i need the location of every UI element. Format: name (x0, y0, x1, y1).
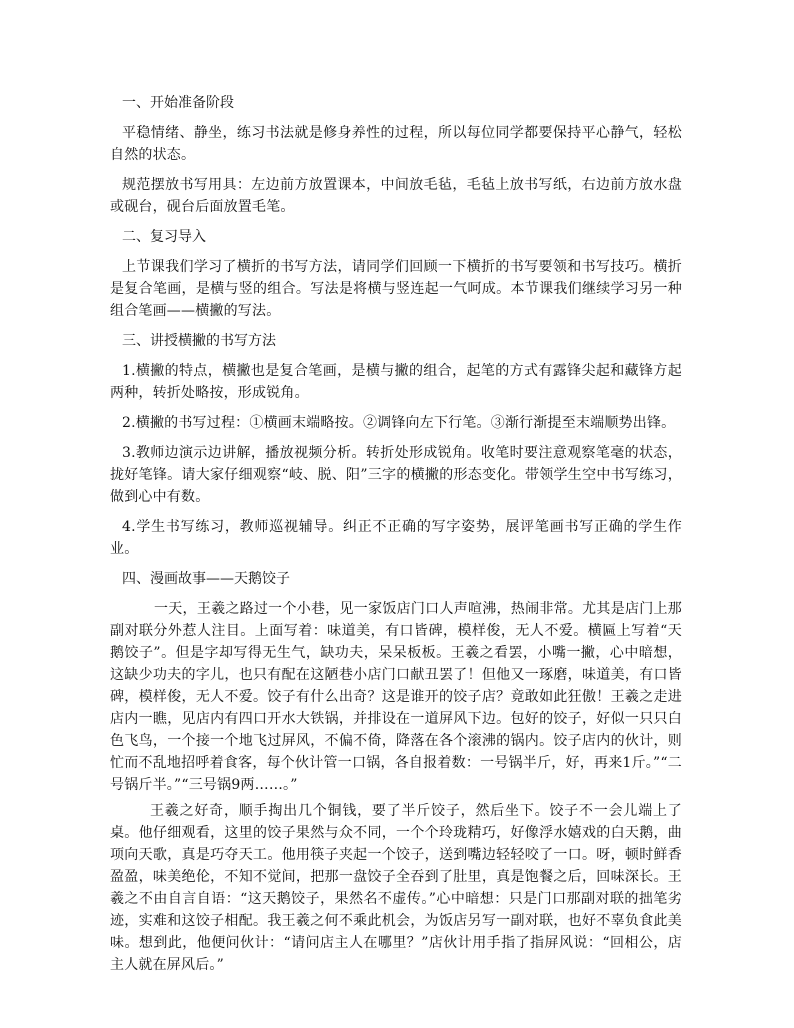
section-heading-story: 四、漫画故事——天鹅饺子 (122, 571, 290, 587)
paragraph-method-4: 4.学生书写练习，教师巡视辅导。纠正不正确的写字姿势，展评笔画书写正确的学生作业。 (110, 519, 682, 557)
paragraph-method-2: 2.横撇的书写过程：①横画末端略按。②调锋向左下行笔。③渐行渐提至末端顺势出锋。 (122, 415, 676, 431)
paragraph-story-1: 一天，王羲之路过一个小巷，见一家饭店门口人声喧沸，热闹非常。尤其是店门上那副对联分外惹人注目。上面写着：味道美，有口皆碑，模样俊，无人不爱。横匾上写着“天鹅饺子”。但是字却写得无生气，缺功夫，呆呆板板。王羲之看罢，小嘴一撇，心中暗想，这缺少功夫的字儿，也只有配在这陋巷小店门口献丑罢了！但他又一琢磨，味道美，有口皆碑，模样俊，无人不爱。饺子有什么出奇？这是谁开的饺子店？竟敢如此狂傲！王羲之走进店内一瞧，见店内有四口开水大铁锅，并排设在一道屏风下边。包好的饺子，好似一只只白色飞鸟，一个接一个地飞过屏风，不偏不倚，降落在各个滚沸的锅内。饺子店内的伙计，则忙而不乱地招呼着食客，每个伙计管一口锅，各自报着数：一号锅半斤，好，再来1斤。”“二号锅斤半。”“三号锅9两……。” (110, 601, 682, 793)
paragraph-calm-state: 平稳情绪、静坐，练习书法就是修身养性的过程，所以每位同学都要保持平心静气，轻松自然的状态。 (110, 125, 682, 163)
paragraph-method-1: 1.横撇的特点，横撇也是复合笔画，是横与撇的组合，起笔的方式有露锋尖起和藏锋方起两种，转折处略按，形成锐角。 (110, 363, 682, 401)
paragraph-review-hengzhe: 上节课我们学习了横折的书写方法，请同学们回顾一下横折的书写要领和书写技巧。横折是复合笔画，是横与竖的组合。写法是将横与竖连起一气呵成。本节课我们继续学习另一种组合笔画——横撇的写法。 (110, 259, 682, 319)
section-heading-method: 三、讲授横撇的书写方法 (122, 333, 276, 349)
paragraph-tool-layout: 规范摆放书写用具：左边前方放置课本，中间放毛毡，毛毡上放书写纸，右边前方放水盘或砚台，砚台后面放置毛笔。 (110, 177, 682, 215)
paragraph-story-2: 王羲之好奇，顺手掏出几个铜钱，要了半斤饺子，然后坐下。饺子不一会儿端上了桌。他仔细观看，这里的饺子果然与众不同，一个个玲珑精巧，好像浮水嬉戏的白天鹅，曲项向天歌，真是巧夺天工。他用筷子夹起一个饺子，送到嘴边轻轻咬了一口。呀，顿时鲜香盈盈，味美绝伦，不知不觉间，把那一盘饺子全吞到了肚里，真是饱餐之后，回味深长。王羲之不由自言自语：“这天鹅饺子，果然名不虚传。”心中暗想：只是门口那副对联的拙笔劣迹，实难和这饺子相配。我王羲之何不乘此机会，为饭店另写一副对联，也好不辜负食此美味。想到此，他便问伙计：“请问店主人在哪里？”店伙计用手指了指屏风说：“回相公，店主人就在屏风后。” (110, 803, 682, 973)
section-heading-preparation: 一、开始准备阶段 (122, 95, 234, 111)
section-heading-review: 二、复习导入 (122, 229, 206, 245)
paragraph-method-3: 3.教师边演示边讲解，播放视频分析。转折处形成锐角。收笔时要注意观察笔毫的状态，拢好笔锋。请大家仔细观察“岐、脱、阳”三字的横撇的形态变化。带领学生空中书写练习，做到心中有数。 (110, 445, 682, 505)
